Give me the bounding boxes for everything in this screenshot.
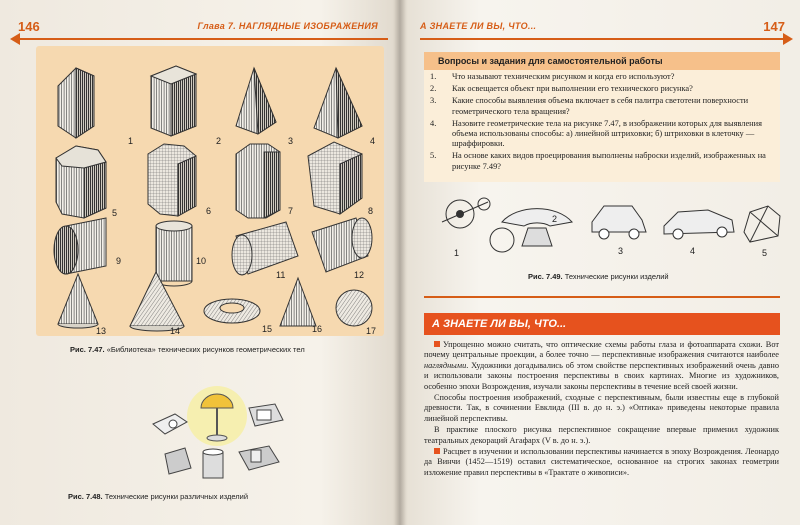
question-item (430, 151, 782, 171)
question-text: Назовите геометрические тела на рисунке 7.47, в изображении которых для выявления объема использованы способы: а) линейной штриховки; б) штриховки в клеточку — шраффировки. (452, 118, 762, 149)
question-number: 4. (430, 118, 437, 128)
solid-label: 11 (276, 270, 286, 280)
question-item (430, 119, 782, 150)
question-text: Как освещается объект при выполнении его технического рисунка? (452, 84, 693, 94)
solid-label: 10 (196, 256, 207, 266)
solid-8-pentagonal-prism (308, 142, 362, 214)
solid-label: 3 (288, 136, 294, 146)
solid-17-sphere (336, 290, 372, 326)
sketch-3-car (592, 206, 646, 239)
bullet-square (434, 341, 440, 347)
page-number-left: 146 (18, 18, 40, 34)
solid-15-torus (204, 299, 260, 323)
question-text: Какие способы выявления объема включает в себя палитра светотени поверхности геометрического тела вращения? (452, 96, 749, 116)
solid-7-octagonal-prism (236, 144, 280, 218)
section-heading: А ЗНАЕТЕ ЛИ ВЫ, ЧТО... (424, 313, 780, 335)
solid-label: 13 (96, 326, 107, 336)
solid-13-cone (58, 274, 98, 328)
solid-label: 6 (206, 206, 212, 216)
question-text: Что называют техническим рисунком и когда его используют? (452, 72, 675, 81)
right-page (402, 0, 800, 525)
solid-2-box (151, 66, 196, 136)
paragraph-1: Упрощенно можно считать, что оптические схемы работы глаза и фотоаппарата схожи. Вот почему центральные проекции, а более точно — перспективные изображения считаются наиболее наглядными. Художники догадывались об этом свойстве перспективных изображений очень давно и использовали законы построения перспективы в своих картинах. Многие из художников, особенно эпохи Возрождения, изучали законы перспективы в течение всей своей жизни. (424, 340, 779, 391)
solid-label: 7 (288, 206, 294, 216)
section-body (424, 340, 779, 479)
chapter-title: Глава 7. НАГЛЯДНЫЕ ИЗОБРАЖЕНИЯ (197, 21, 378, 31)
question-number: 3. (430, 96, 437, 106)
solid-1-prism (58, 68, 94, 138)
page-number-right: 147 (763, 18, 785, 34)
solid-10-cylinder (156, 221, 192, 286)
caption-prefix: Рис. 7.47. (70, 345, 105, 354)
running-title: А ЗНАЕТЕ ЛИ ВЫ, ЧТО... (420, 21, 537, 31)
bullet-square (434, 448, 440, 454)
solid-3-pyramid (236, 68, 276, 134)
solid-label: 1 (128, 136, 134, 146)
paragraph-3: В практике плоского рисунка перспективное сокращение впервые применил художник театральных декораций Агафарх (V в. до н. э.). (424, 425, 779, 445)
question-item (430, 84, 782, 94)
caption-text: Технические рисунки различных изделий (104, 492, 249, 501)
paragraph-2: Способы построения изображений, сходные с перспективным, были известны еще в глубокой древности. Так, в сочинении Евклида (III в. до н. э.) «Оптика» приведены некоторые правила линейной перспективы. (424, 393, 779, 423)
question-item (430, 96, 782, 116)
question-item (430, 72, 782, 82)
solid-label: 16 (312, 324, 323, 334)
sketch-label: 2 (552, 214, 558, 224)
sketch-label: 1 (454, 248, 460, 258)
caption-prefix: Рис. 7.49. (528, 272, 563, 281)
right-header (420, 16, 785, 36)
question-number: 1. (430, 72, 437, 81)
sketch-label: 4 (690, 246, 696, 256)
sketch-label: 3 (618, 246, 624, 256)
solid-16-cone (280, 278, 316, 326)
caption-text: Технические рисунки изделий (564, 272, 669, 281)
solid-label: 8 (368, 206, 374, 216)
caption-text: «Библиотека» технических рисунков геометрических тел (106, 345, 305, 354)
solid-label: 2 (216, 136, 222, 146)
solid-label: 5 (112, 208, 118, 218)
paragraph-4: Расцвет в изучении и использовании перспективы начинается в эпоху Возрождения. Леонардо да Винчи (1452—1519) оставил систематическое, основанное на строгих законах геометрии изложение правил перспективы в «Трактате о живописи». (424, 447, 779, 477)
sketch-4-sports-car (664, 210, 734, 239)
figure-7-49-illustration (432, 192, 782, 260)
solid-label: 14 (170, 326, 181, 336)
solid-9-cylinder-lying (54, 218, 106, 274)
geometric-solids-illustration (36, 46, 384, 336)
section-divider (424, 296, 780, 298)
header-rule (420, 38, 785, 40)
solid-label: 12 (354, 270, 365, 280)
solid-12-cylinder-lying (312, 218, 372, 272)
caption-prefix: Рис. 7.48. (68, 492, 103, 501)
left-header (18, 16, 388, 36)
header-rule (18, 38, 388, 40)
solid-label: 9 (116, 256, 122, 266)
sketch-2-fan-wheel (490, 209, 572, 252)
question-text: На основе каких видов проецирования выполнены наброски изделий, изображенных на рисунке 7.49? (452, 151, 766, 171)
question-number: 5. (430, 151, 437, 161)
sketch-label: 5 (762, 248, 768, 258)
solid-6-hex-prism (148, 144, 196, 216)
question-number: 2. (430, 84, 437, 94)
questions-heading: Вопросы и задания для самостоятельной работы (424, 52, 780, 70)
solid-4-pyramid (314, 68, 362, 138)
figure-7-47-caption (70, 345, 305, 354)
left-page (0, 0, 398, 525)
solid-5-hex-prism (56, 146, 106, 218)
solid-label: 15 (262, 324, 273, 334)
figure-7-48-caption (68, 492, 248, 501)
solid-11-cylinder-grid (232, 222, 298, 275)
figure-7-47-panel (36, 46, 384, 336)
solid-label: 4 (370, 136, 376, 146)
figure-7-49-caption (528, 272, 669, 281)
header-arrow (783, 33, 793, 45)
solid-label: 17 (366, 326, 377, 336)
figure-7-48-illustration (145, 380, 295, 485)
questions-list (430, 72, 782, 174)
sketch-1-wheel-assembly (442, 198, 490, 228)
sketch-5-vehicle-frame (744, 206, 780, 242)
